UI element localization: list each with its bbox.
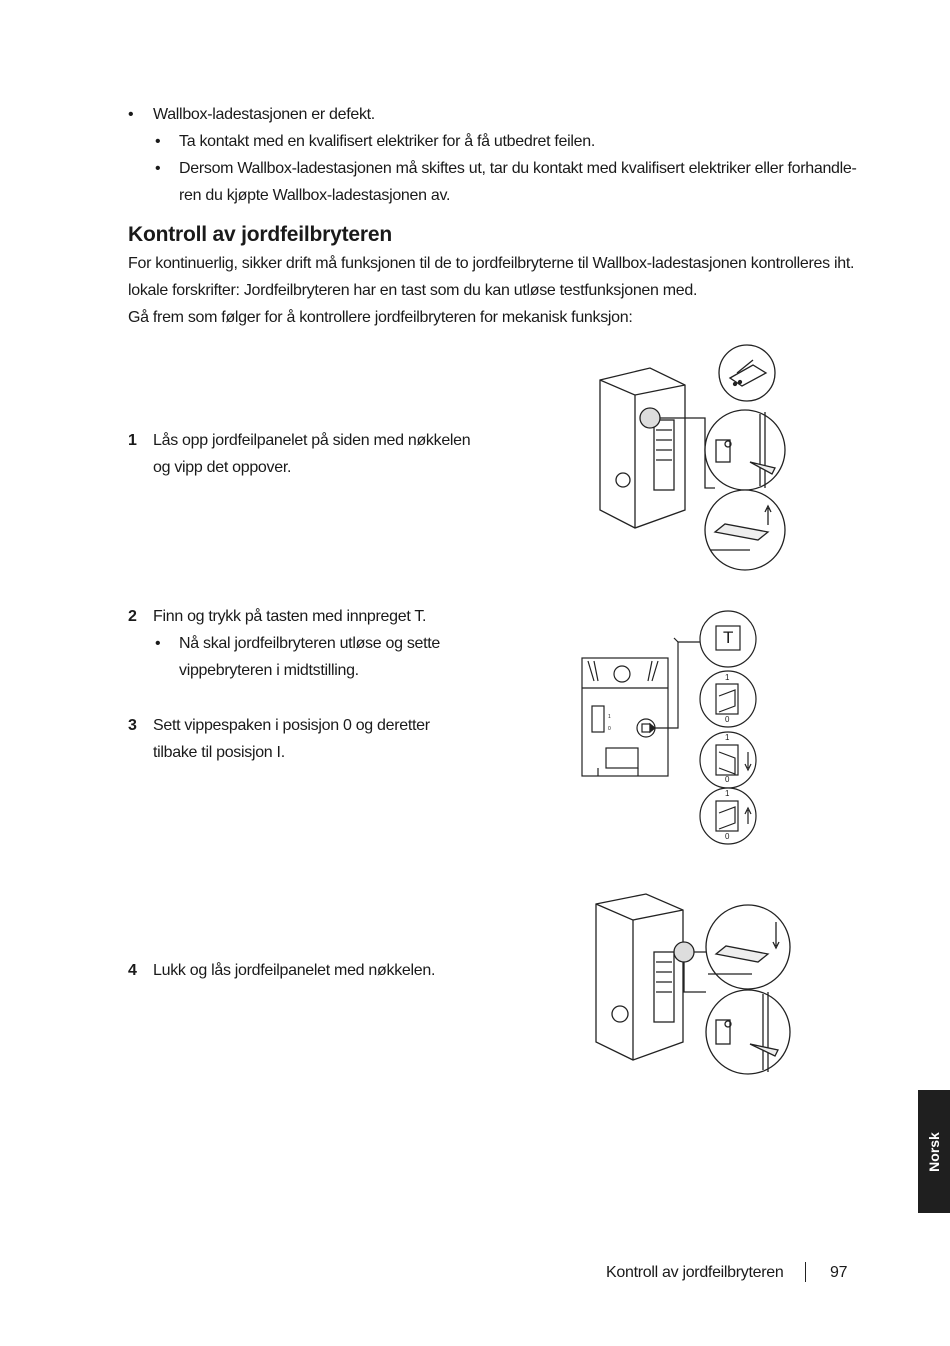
intro-sub-bullet-2-line1: Dersom Wallbox-ladestasjonen må skiftes ut, tar du kontakt med kvalifisert elektriker eller forhandle- <box>179 160 857 177</box>
footer-title: Kontroll av jordfeilbryteren <box>606 1264 784 1281</box>
intro-bullet-main: Wallbox-ladestasjonen er defekt. <box>153 106 375 123</box>
bullet-dot: • <box>155 133 161 150</box>
figure-test-button <box>578 606 768 846</box>
step-2-sub-line1: Nå skal jordfeilbryteren utløse og sette <box>179 635 441 652</box>
pos-zero-label: 0 <box>725 715 730 724</box>
language-tab <box>918 1090 950 1213</box>
step-4-line1: Lukk og lås jordfeilpanelet med nøkkelen. <box>153 962 436 979</box>
bullet-dot: • <box>155 635 161 652</box>
step-4-number: 4 <box>128 962 137 979</box>
section-paragraph-line1: For kontinuerlig, sikker drift må funksjonen til de to jordfeilbryterne til Wallbox-ladestasjonen kontrolleres iht. <box>128 255 855 272</box>
bullet-dot: • <box>155 160 161 177</box>
svg-text:0: 0 <box>608 726 611 732</box>
step-1-line2: og vipp det oppover. <box>153 459 292 476</box>
pos-one-label: 1 <box>725 673 730 682</box>
pos-one-label: 1 <box>725 789 730 798</box>
section-paragraph-line2: lokale forskrifter: Jordfeilbryteren har en tast som du kan utløse testfunksjonen med. <box>128 282 698 299</box>
step-3-number: 3 <box>128 717 137 734</box>
pos-one-label: 1 <box>725 733 730 742</box>
step-1-line1: Lås opp jordfeilpanelet på siden med nøkkelen <box>153 432 471 449</box>
footer-divider <box>805 1262 806 1282</box>
svg-text:1: 1 <box>608 714 611 720</box>
pos-zero-label: 0 <box>725 832 730 841</box>
pos-zero-label: 0 <box>725 775 730 784</box>
step-1-number: 1 <box>128 432 137 449</box>
section-heading: Kontroll av jordfeilbryteren <box>128 223 392 246</box>
bullet-dot: • <box>128 106 134 123</box>
step-2-line1: Finn og trykk på tasten med innpreget T. <box>153 608 427 625</box>
figure-lock-panel <box>588 892 798 1082</box>
step-3-line1: Sett vippespaken i posisjon 0 og deretter <box>153 717 430 734</box>
step-3-line2: tilbake til posisjon I. <box>153 744 285 761</box>
section-paragraph-line3: Gå frem som følger for å kontrollere jordfeilbryteren for mekanisk funksjon: <box>128 309 633 326</box>
step-2-sub-line2: vippebryteren i midtstilling. <box>179 662 359 679</box>
language-tab-label: Norsk <box>926 1131 942 1172</box>
intro-sub-bullet-1: Ta kontakt med en kvalifisert elektriker for å få utbedret feilen. <box>179 133 595 150</box>
t-key-label: T <box>723 628 734 647</box>
intro-sub-bullet-2-line2: ren du kjøpte Wallbox-ladestasjonen av. <box>179 187 451 204</box>
page-number: 97 <box>830 1264 848 1281</box>
figure-unlock-panel <box>590 340 790 572</box>
step-2-number: 2 <box>128 608 137 625</box>
